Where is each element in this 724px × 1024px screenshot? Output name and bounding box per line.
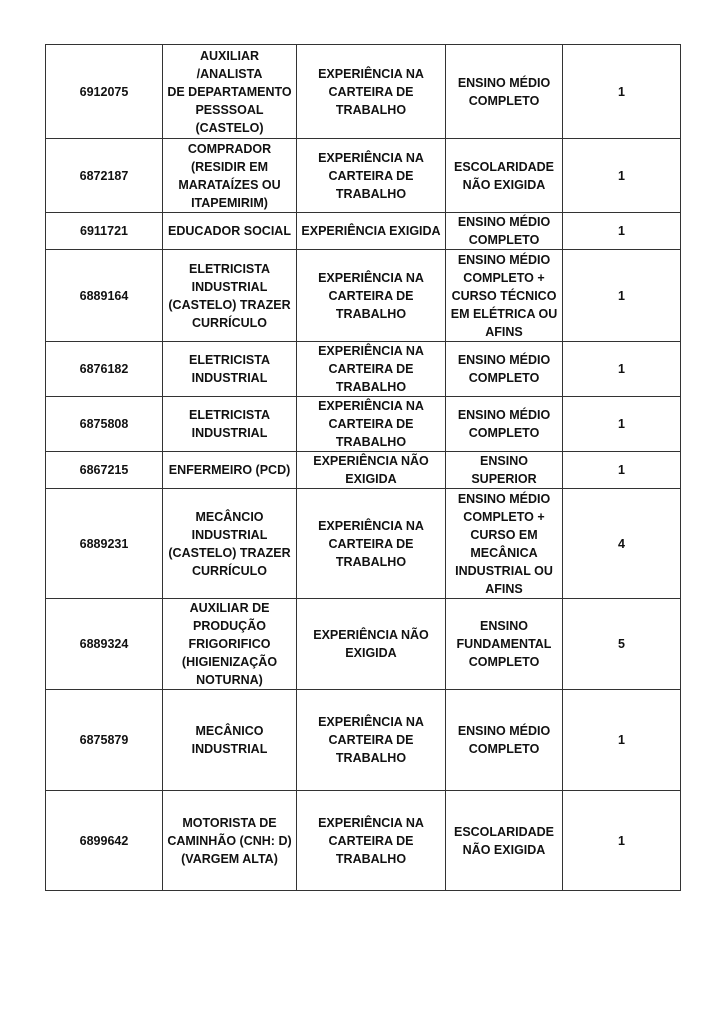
job-code: 6889231 [46, 489, 163, 599]
job-code: 6875808 [46, 397, 163, 452]
job-code: 6889324 [46, 599, 163, 690]
job-quantity: 1 [563, 213, 681, 250]
job-role: EDUCADOR SOCIAL [163, 213, 297, 250]
table-row [46, 213, 681, 250]
job-role: ELETRICISTA INDUSTRIAL [163, 397, 297, 452]
job-code: 6872187 [46, 139, 163, 213]
job-education: ESCOLARIDADE NÃO EXIGIDA [446, 791, 563, 891]
job-role: MOTORISTA DE CAMINHÃO (CNH: D) (VARGEM ALTA) [163, 791, 297, 891]
job-quantity: 1 [563, 139, 681, 213]
table-row [46, 250, 681, 342]
job-code: 6889164 [46, 250, 163, 342]
job-education: ENSINO MÉDIO COMPLETO [446, 45, 563, 139]
job-quantity: 1 [563, 397, 681, 452]
job-education: ENSINO MÉDIO COMPLETO [446, 690, 563, 791]
job-code: 6867215 [46, 452, 163, 489]
job-quantity: 1 [563, 452, 681, 489]
job-education: ENSINO SUPERIOR [446, 452, 563, 489]
job-experience: EXPERIÊNCIA EXIGIDA [297, 213, 446, 250]
job-experience: EXPERIÊNCIA NA CARTEIRA DE TRABALHO [297, 45, 446, 139]
job-role: ELETRICISTA INDUSTRIAL [163, 342, 297, 397]
table-row [46, 690, 681, 791]
job-quantity: 1 [563, 690, 681, 791]
job-role: ELETRICISTA INDUSTRIAL (CASTELO) TRAZER CURRÍCULO [163, 250, 297, 342]
job-role: AUXILIAR DE PRODUÇÃO FRIGORIFICO (HIGIENIZAÇÃO NOTURNA) [163, 599, 297, 690]
table-row [46, 139, 681, 213]
job-education: ENSINO MÉDIO COMPLETO + CURSO EM MECÂNICA INDUSTRIAL OU AFINS [446, 489, 563, 599]
job-quantity: 5 [563, 599, 681, 690]
job-quantity: 4 [563, 489, 681, 599]
table-row [46, 489, 681, 599]
job-experience: EXPERIÊNCIA NA CARTEIRA DE TRABALHO [297, 250, 446, 342]
job-experience: EXPERIÊNCIA NÃO EXIGIDA [297, 452, 446, 489]
job-experience: EXPERIÊNCIA NA CARTEIRA DE TRABALHO [297, 791, 446, 891]
job-code: 6875879 [46, 690, 163, 791]
job-education: ENSINO MÉDIO COMPLETO [446, 213, 563, 250]
job-code: 6876182 [46, 342, 163, 397]
job-role: ENFERMEIRO (PCD) [163, 452, 297, 489]
job-quantity: 1 [563, 342, 681, 397]
job-role: MECÂNICO INDUSTRIAL [163, 690, 297, 791]
job-quantity: 1 [563, 791, 681, 891]
job-experience: EXPERIÊNCIA NA CARTEIRA DE TRABALHO [297, 690, 446, 791]
table-row [46, 397, 681, 452]
job-quantity: 1 [563, 250, 681, 342]
table-row [46, 452, 681, 489]
job-role: MECÂNCIO INDUSTRIAL (CASTELO) TRAZER CURRÍCULO [163, 489, 297, 599]
table-row [46, 791, 681, 891]
job-education: ENSINO MÉDIO COMPLETO + CURSO TÉCNICO EM ELÉTRICA OU AFINS [446, 250, 563, 342]
job-experience: EXPERIÊNCIA NÃO EXIGIDA [297, 599, 446, 690]
table-row [46, 45, 681, 139]
job-experience: EXPERIÊNCIA NA CARTEIRA DE TRABALHO [297, 139, 446, 213]
job-education: ESCOLARIDADE NÃO EXIGIDA [446, 139, 563, 213]
job-education: ENSINO MÉDIO COMPLETO [446, 342, 563, 397]
job-code: 6899642 [46, 791, 163, 891]
table-row [46, 342, 681, 397]
job-role: AUXILIAR /ANALISTA DE DEPARTAMENTO PESSSOAL (CASTELO) [163, 45, 297, 139]
job-education: ENSINO MÉDIO COMPLETO [446, 397, 563, 452]
job-experience: EXPERIÊNCIA NA CARTEIRA DE TRABALHO [297, 397, 446, 452]
job-role: COMPRADOR (RESIDIR EM MARATAÍZES OU ITAPEMIRIM) [163, 139, 297, 213]
job-code: 6912075 [46, 45, 163, 139]
job-experience: EXPERIÊNCIA NA CARTEIRA DE TRABALHO [297, 342, 446, 397]
job-code: 6911721 [46, 213, 163, 250]
job-openings-table [45, 44, 681, 891]
job-quantity: 1 [563, 45, 681, 139]
table-row [46, 599, 681, 690]
job-experience: EXPERIÊNCIA NA CARTEIRA DE TRABALHO [297, 489, 446, 599]
job-education: ENSINO FUNDAMENTAL COMPLETO [446, 599, 563, 690]
